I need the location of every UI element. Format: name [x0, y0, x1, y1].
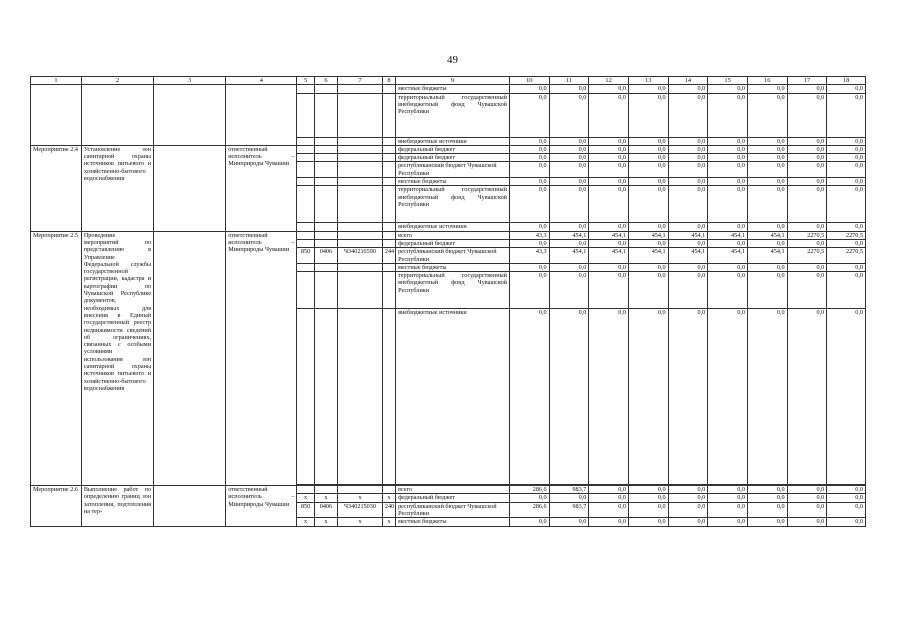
header-cell: 8 [382, 77, 395, 85]
activity-number: Мероприятие 2.4 [31, 145, 82, 231]
header-row [31, 77, 866, 85]
header-cell: 10 [509, 77, 549, 85]
header-cell: 12 [589, 77, 629, 85]
header-cell: 16 [747, 77, 787, 85]
table-row: 850 0406 Ч340215030 240 республиканский бюджет Чувашской Республики 286,6 983,7 0,0 0,0 0,0 0,0 0,0 0,0 0,0 [31, 502, 866, 518]
activity-number: Мероприятие 2.6 [31, 486, 82, 526]
table-row: Мероприятие 2.5 Проведение мероприятий по представлению в Управление Федеральной службы государственной регистрации, кадастра и картографии по Чувашской Республике документов, необходимых для внесения в Единый государственный реестр недвижимости сведений об ограничениях, связанных с особыми условиями использования зон санитарной охраны источников питьевого и хозяйственно-бытового водоснабжения ответственный исполнитель – Минприроды Чувашии всего 43,3 454,1 454,1 454,1 454,1 454,1 454,1 2270,5 2270,5 [31, 231, 866, 239]
table-row: 850 0406 Ч340216590 244 республиканский бюджет Чувашской Республики 43,3 454,1 454,1 454,1 454,1 454,1 454,1 2270,5 2270,5 [31, 248, 866, 264]
page-number: 49 [447, 54, 458, 66]
header-cell: 17 [787, 77, 827, 85]
activity-name: Выполнение работ по определению границ зон затопления, подтопления на тер- [81, 486, 153, 526]
budget-table [30, 76, 866, 527]
source-label: местные бюджеты [396, 263, 510, 271]
source-label: федеральный бюджет [396, 494, 510, 502]
header-cell: 14 [668, 77, 708, 85]
code-section: 0406 [314, 248, 337, 264]
header-cell: 9 [396, 77, 510, 85]
source-label: территориальный государственный внебюджетный фонд Чувашской Республики [396, 186, 510, 223]
source-label: местные бюджеты [396, 178, 510, 186]
code-grbs: 850 [297, 502, 314, 518]
table-row: республиканский бюджет Чувашской Республики 0,0 0,0 0,0 0,0 0,0 0,0 0,0 0,0 0,0 [31, 162, 866, 178]
header-cell: 5 [297, 77, 314, 85]
table-row: территориальный государственный внебюджетный фонд Чувашской Республики 0,0 0,0 0,0 0,0 0,0 0,0 0,0 0,0 0,0 [31, 186, 866, 223]
header-cell: 3 [154, 77, 226, 85]
source-label: республиканский бюджет Чувашской Республики [396, 248, 510, 264]
code-grbs: 850 [297, 248, 314, 264]
source-label: республиканский бюджет Чувашской Республики [396, 502, 510, 518]
header-cell: 7 [338, 77, 383, 85]
source-label: внебюджетные источники [396, 309, 510, 485]
header-cell: 6 [314, 77, 337, 85]
source-label: местные бюджеты [396, 518, 510, 526]
table-row: местные бюджеты 0,0 0,0 0,0 0,0 0,0 0,0 0,0 0,0 0,0 [31, 178, 866, 186]
table-row: Мероприятие 2.4 Установление зон санитарной охраны источников питьевого и хозяйственно-бытового водоснабжения ответственный исполнитель – Минприроды Чувашии федеральный бюджет 0,0 0,0 0,0 0,0 0,0 0,0 0,0 0,0 0,0 [31, 145, 866, 153]
table-row: федеральный бюджет 0,0 0,0 0,0 0,0 0,0 0,0 0,0 0,0 0,0 [31, 239, 866, 247]
source-label: местные бюджеты [396, 85, 510, 93]
source-label: федеральный бюджет [396, 239, 510, 247]
activity-executor: ответственный исполнитель – Минприроды Чувашии [226, 145, 297, 231]
source-label: федеральный бюджет [396, 154, 510, 162]
table-row: местные бюджеты 0,0 0,0 0,0 0,0 0,0 0,0 0,0 0,0 0,0 [31, 85, 866, 93]
table-row: местные бюджеты 0,0 0,0 0,0 0,0 0,0 0,0 0,0 0,0 0,0 [31, 263, 866, 271]
activity-name: Проведение мероприятий по представлению в Управление Федеральной службы государственной регистрации, кадастра и картографии по Чувашской Республике документов, необходимых для внесения в Единый государственный реестр недвижимости сведений об ограничениях, связанных с особыми условиями использования зон санитарной охраны источников питьевого и хозяйственно-бытового водоснабжения [81, 231, 153, 485]
table-row: территориальный государственный внебюджетный фонд Чувашской Республики 0,0 0,0 0,0 0,0 0,0 0,0 0,0 0,0 0,0 [31, 93, 866, 137]
source-label: внебюджетные источники [396, 223, 510, 231]
source-label: федеральный бюджет [396, 145, 510, 153]
source-label: территориальный государственный внебюджетный фонд Чувашской Республики [396, 93, 510, 137]
header-cell: 11 [549, 77, 589, 85]
code-section: 0406 [314, 502, 337, 518]
header-cell: 15 [708, 77, 748, 85]
source-label: внебюджетные источники [396, 137, 510, 145]
source-label: территориальный государственный внебюджетный фонд Чувашской Республики [396, 272, 510, 309]
table-row: территориальный государственный внебюджетный фонд Чувашской Республики 0,0 0,0 0,0 0,0 0,0 0,0 0,0 0,0 0,0 [31, 272, 866, 309]
table-row: федеральный бюджет 0,0 0,0 0,0 0,0 0,0 0,0 0,0 0,0 0,0 [31, 154, 866, 162]
source-label: всего [396, 486, 510, 494]
table-row: Мероприятие 2.6 Выполнение работ по определению границ зон затопления, подтопления на тер- ответственный исполнитель – Минприроды Чувашии всего 286,6 983,7 0,0 0,0 0,0 0,0 0,0 0,0 0,0 [31, 486, 866, 494]
header-cell: 1 [31, 77, 82, 85]
table-row: внебюджетные источники 0,0 0,0 0,0 0,0 0,0 0,0 0,0 0,0 0,0 [31, 223, 866, 231]
activity-executor: ответственный исполнитель – Минприроды Чувашии [226, 486, 297, 526]
table-row: внебюджетные источники 0,0 0,0 0,0 0,0 0,0 0,0 0,0 0,0 0,0 [31, 137, 866, 145]
code-target: Ч340216590 [338, 248, 383, 264]
table-row: x x x x федеральный бюджет 0,0 0,0 0,0 0,0 0,0 0,0 0,0 0,0 0,0 [31, 494, 866, 502]
header-cell: 13 [628, 77, 668, 85]
activity-executor: ответственный исполнитель – Минприроды Чувашии [226, 231, 297, 485]
table-row: внебюджетные источники 0,0 0,0 0,0 0,0 0,0 0,0 0,0 0,0 0,0 [31, 309, 866, 485]
code-target: Ч340215030 [338, 502, 383, 518]
table-row: x x x x местные бюджеты 0,0 0,0 0,0 0,0 0,0 0,0 0,0 0,0 0,0 [31, 518, 866, 526]
activity-number: Мероприятие 2.5 [31, 231, 82, 485]
code-type: 240 [382, 502, 395, 518]
source-label: всего [396, 231, 510, 239]
header-cell: 18 [827, 77, 866, 85]
source-label: республиканский бюджет Чувашской Республики [396, 162, 510, 178]
activity-name: Установление зон санитарной охраны источников питьевого и хозяйственно-бытового водоснабжения [81, 145, 153, 231]
header-cell: 4 [226, 77, 297, 85]
header-cell: 2 [81, 77, 153, 85]
code-type: 244 [382, 248, 395, 264]
